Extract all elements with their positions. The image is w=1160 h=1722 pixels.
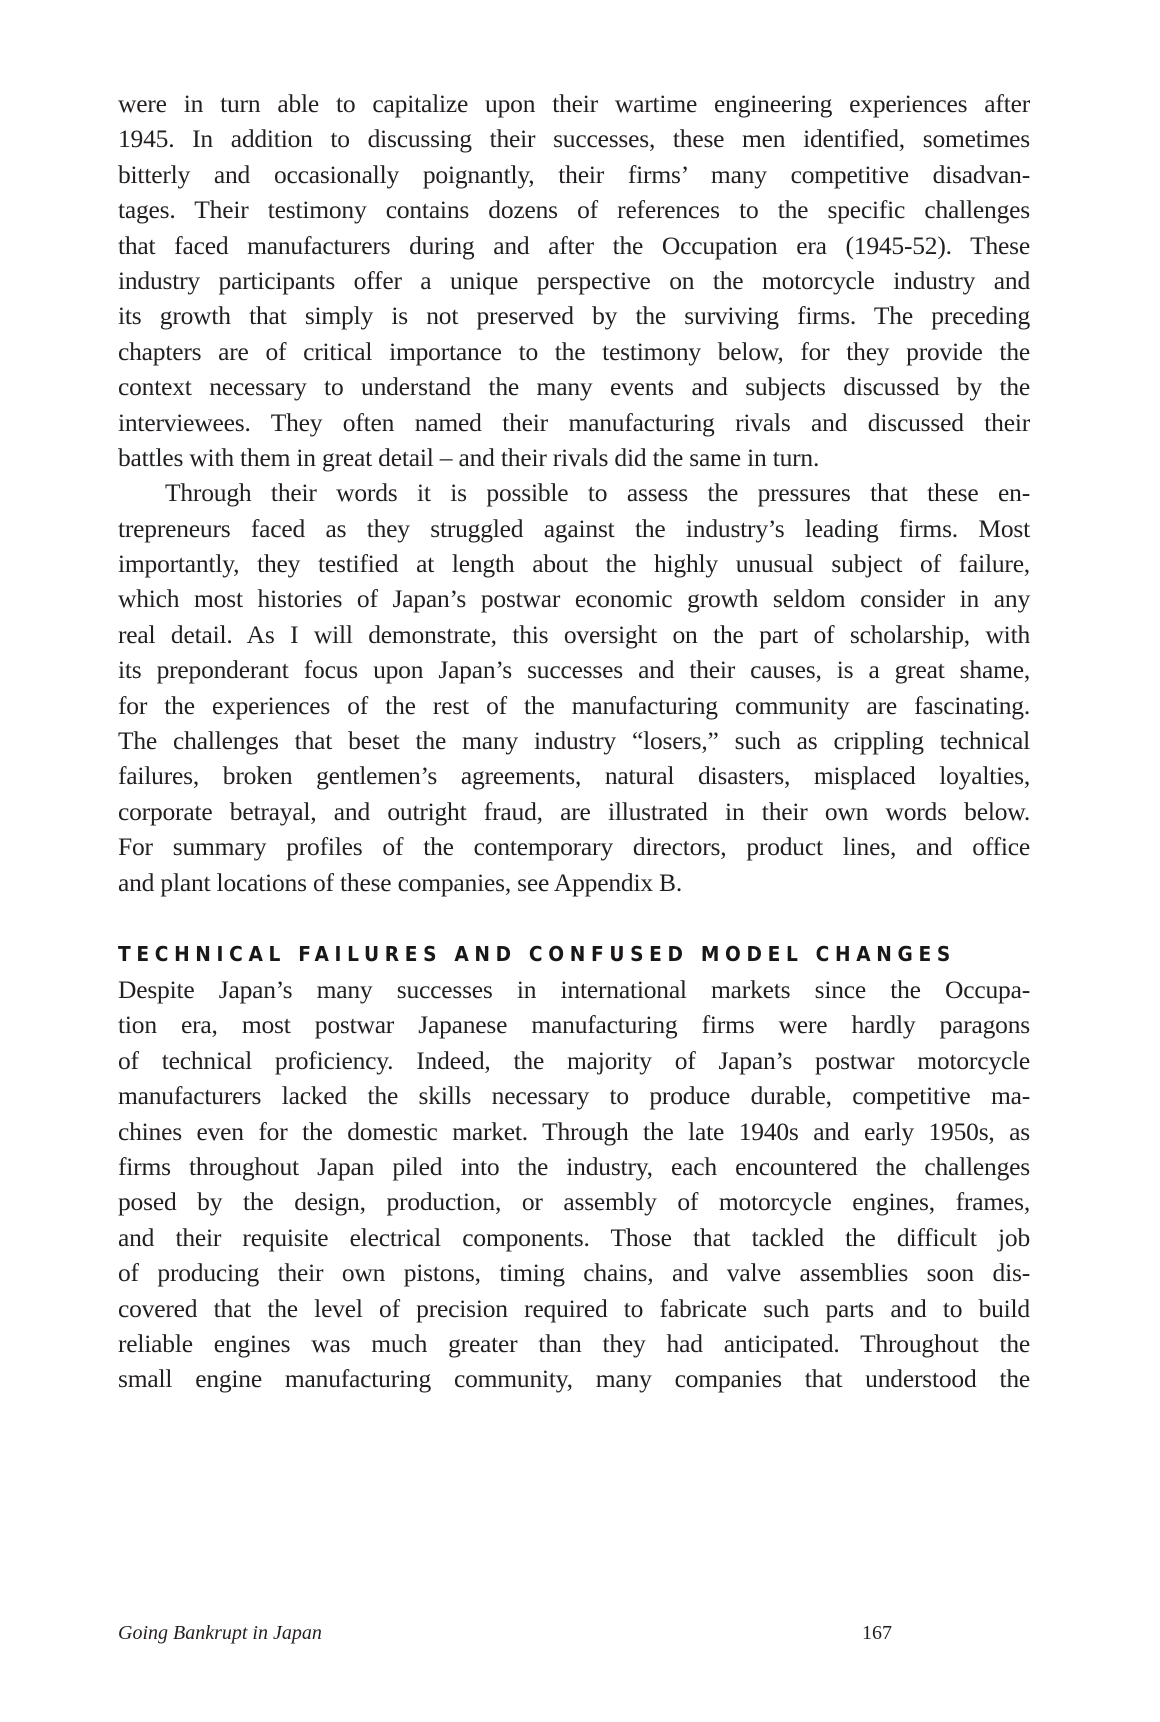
text-line: of technical proficiency. Indeed, the majority of Japan’s postwar motorcycle: [118, 1045, 1030, 1075]
text-line: trepreneurs faced as they struggled against the industry’s leading firms. Most: [118, 513, 1030, 543]
text-line: manufacturers lacked the skills necessary to produce durable, competitive ma-: [118, 1081, 1030, 1111]
text-line: and plant locations of these companies, see Appendix B.: [118, 867, 683, 897]
text-line: industry participants offer a unique perspective on the motorcycle industry and: [118, 265, 1030, 295]
section-heading: TECHNICAL FAILURES AND CONFUSED MODEL CHANGES: [118, 941, 956, 966]
text-line: tages. Their testimony contains dozens of references to the specific challenges: [118, 195, 1030, 225]
text-line: reliable engines was much greater than they had anticipated. Throughout the: [118, 1328, 1030, 1358]
text-line: small engine manufacturing community, many companies that understood the: [118, 1364, 1030, 1394]
text-line: importantly, they testified at length about the highly unusual subject of failure,: [118, 549, 1030, 579]
text-line: corporate betrayal, and outright fraud, are illustrated in their own words below.: [118, 796, 1030, 826]
text-line: its preponderant focus upon Japan’s successes and their causes, is a great shame,: [118, 655, 1030, 685]
text-line: bitterly and occasionally poignantly, their firms’ many competitive disadvan-: [118, 159, 1030, 189]
text-line: were in turn able to capitalize upon their wartime engineering experiences after: [118, 89, 1030, 118]
text-line: its growth that simply is not preserved by the surviving firms. The preceding: [118, 301, 1030, 331]
text-line: real detail. As I will demonstrate, this oversight on the part of scholarship, with: [118, 619, 1030, 649]
text-line: 1945. In addition to discussing their successes, these men identified, sometimes: [118, 124, 1030, 154]
text-line: tion era, most postwar Japanese manufacturing firms were hardly paragons: [118, 1010, 1030, 1040]
text-line: for the experiences of the rest of the manufacturing community are fascinating.: [118, 690, 1030, 720]
text-line: chapters are of critical importance to the testimony below, for they provide the: [118, 336, 1030, 366]
text-line: battles with them in great detail – and their rivals did the same in turn.: [118, 442, 820, 472]
text-line: context necessary to understand the many events and subjects discussed by the: [118, 372, 1030, 402]
text-line: interviewees. They often named their manufacturing rivals and discussed their: [118, 407, 1030, 437]
page-number: 167: [862, 1622, 892, 1644]
text-line: For summary profiles of the contemporary directors, product lines, and office: [118, 832, 1030, 862]
text-line: of producing their own pistons, timing chains, and valve assemblies soon dis-: [118, 1258, 1030, 1288]
text-line: posed by the design, production, or assembly of motorcycle engines, frames,: [118, 1187, 1030, 1217]
text-line: The challenges that beset the many industry “losers,” such as crippling technical: [118, 726, 1030, 756]
text-line: that faced manufacturers during and after the Occupation era (1945-52). These: [118, 230, 1030, 260]
section-paragraph: [118, 972, 1030, 1397]
page-body: [118, 86, 1030, 1397]
text-line: Through their words it is possible to assess the pressures that these en-: [165, 478, 1030, 508]
text-line: and their requisite electrical components. Those that tackled the difficult job: [118, 1222, 1030, 1252]
running-title: Going Bankrupt in Japan: [118, 1622, 322, 1644]
text-line: covered that the level of precision required to fabricate such parts and to build: [118, 1293, 1030, 1323]
text-line: chines even for the domestic market. Through the late 1940s and early 1950s, as: [118, 1116, 1030, 1146]
text-line: failures, broken gentlemen’s agreements, natural disasters, misplaced loyalties,: [118, 761, 1030, 791]
paragraph-2: [118, 475, 1030, 900]
page-footer: [118, 1618, 892, 1648]
text-line: Despite Japan’s many successes in international markets since the Occupa-: [118, 974, 1030, 1004]
text-line: which most histories of Japan’s postwar economic growth seldom consider in any: [118, 584, 1030, 614]
text-line: firms throughout Japan piled into the industry, each encountered the challenges: [118, 1151, 1030, 1181]
paragraph-1: [118, 86, 1030, 475]
